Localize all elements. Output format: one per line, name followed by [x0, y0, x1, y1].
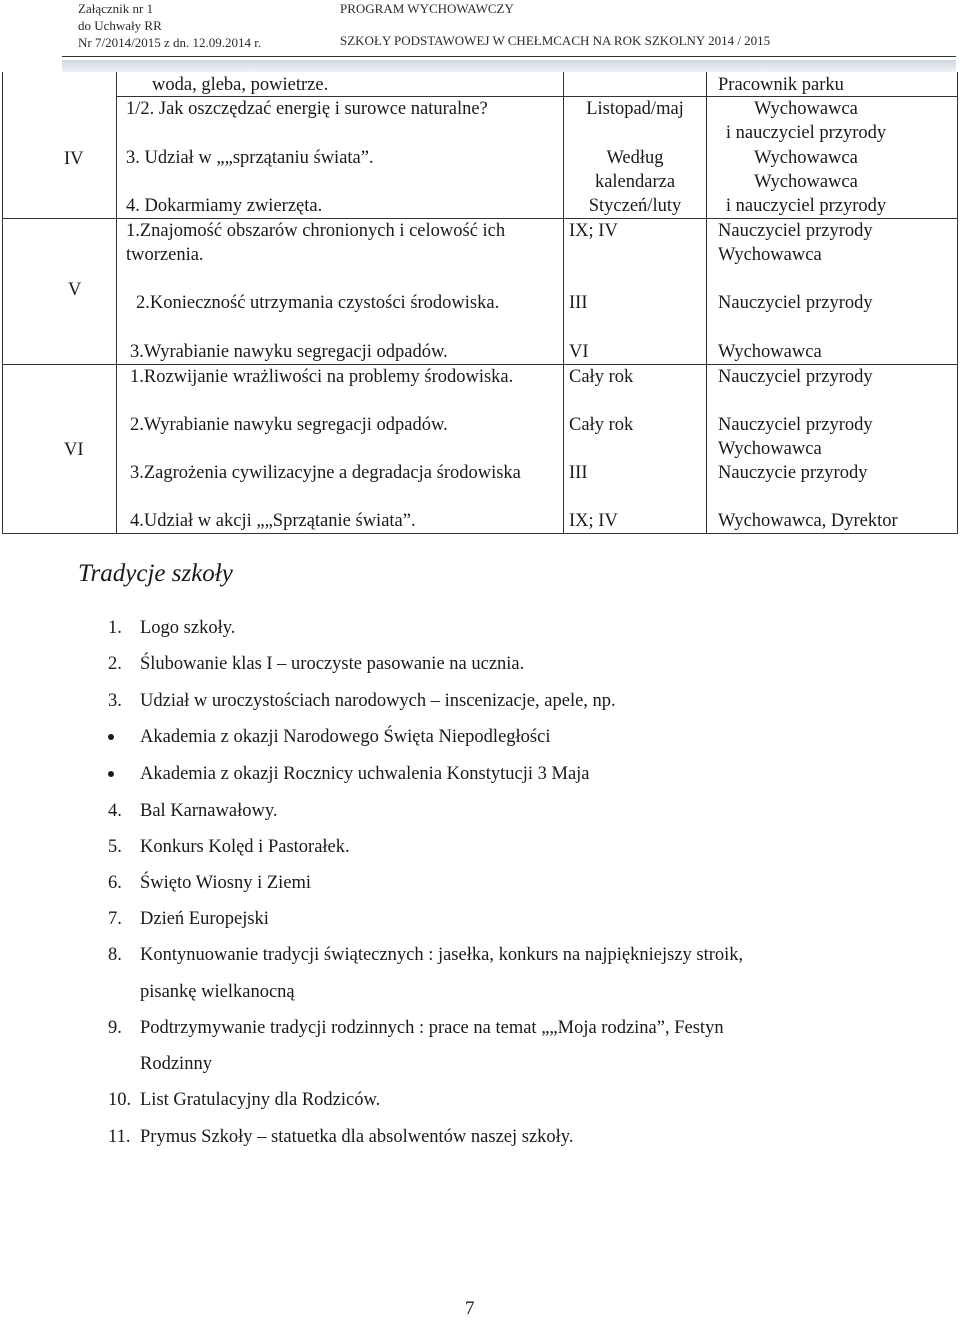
- list-marker: 11.: [108, 1127, 131, 1147]
- list-item: [108, 835, 350, 859]
- list-item: [108, 871, 312, 895]
- person-cell: Wychowawca, Dyrektor: [718, 511, 898, 531]
- person-cell: i nauczyciel przyrody: [725, 123, 887, 143]
- topic-cell: 1.Znajomość obszarów chronionych i celowość ich: [126, 221, 506, 241]
- person-cell: Wychowawca: [718, 439, 822, 459]
- header-left-line-3: Nr 7/2014/2015 z dn. 12.09.2014 r.: [78, 35, 262, 50]
- topic-cell: 3.Zagrożenia cywilizacyjne a degradacja środowiska: [130, 463, 521, 483]
- list-item-text: Akademia z okazji Narodowego Święta Niepodległości: [140, 727, 551, 747]
- list-item: [108, 943, 744, 967]
- person-cell: i nauczyciel przyrody: [725, 196, 887, 216]
- list-marker: 2.: [108, 654, 122, 674]
- list-marker: 5.: [108, 837, 122, 857]
- bullet-icon: [108, 734, 114, 740]
- list-item-text: Rodzinny: [140, 1054, 212, 1074]
- list-marker: 7.: [108, 909, 122, 929]
- list-item-text: Dzień Europejski: [140, 909, 269, 929]
- table-col-divider-grade: [116, 72, 117, 534]
- list-item: [108, 1016, 724, 1040]
- list-item-text: Udział w uroczystościach narodowych – inscenizacje, apele, np.: [140, 691, 616, 711]
- list-marker: 3.: [108, 691, 122, 711]
- person-cell: Nauczyciel przyrody: [718, 293, 873, 313]
- term-cell: IX; IV: [569, 511, 618, 531]
- person-cell: Nauczyciel przyrody: [718, 367, 873, 387]
- list-marker: 4.: [108, 801, 122, 821]
- person-cell: Nauczyciel przyrody: [718, 221, 873, 241]
- list-item: [108, 1088, 381, 1112]
- list-item: [108, 907, 269, 931]
- topic-cell: 1/2. Jak oszczędzać energię i surowce naturalne?: [126, 99, 488, 119]
- term-cell: III: [569, 463, 588, 483]
- term-cell: IX; IV: [569, 221, 618, 241]
- topic-cell: 2.Wyrabianie nawyku segregacji odpadów.: [130, 415, 448, 435]
- list-item-text: Logo szkoły.: [140, 618, 236, 638]
- table-border-right: [957, 72, 958, 534]
- term-cell: kalendarza: [594, 172, 676, 192]
- list-marker: 8.: [108, 945, 122, 965]
- table-border-left: [2, 72, 3, 534]
- person-cell: Wychowawca: [718, 342, 822, 362]
- list-item: [108, 1125, 574, 1149]
- topic-cell: 4. Dokarmiamy zwierzęta.: [126, 196, 323, 216]
- section-title: Tradycje szkoły: [78, 560, 233, 587]
- person-cell: Wychowawca: [718, 245, 822, 265]
- list-item-text: Bal Karnawałowy.: [140, 801, 278, 821]
- header-left-line-1: Załącznik nr 1: [78, 1, 154, 16]
- bullet-icon: [108, 771, 114, 777]
- topic-cell: 1.Rozwijanie wrażliwości na problemy środowiska.: [130, 367, 514, 387]
- list-item: [108, 652, 525, 676]
- topic-cell: 2.Konieczność utrzymania czystości środowiska.: [136, 293, 500, 313]
- table-border-bottom: [2, 533, 957, 534]
- term-cell: Według: [606, 148, 664, 168]
- term-cell: Cały rok: [569, 367, 634, 387]
- term-cell: Styczeń/luty: [588, 196, 682, 216]
- person-cell: Wychowawca: [754, 99, 858, 119]
- list-item-text: Podtrzymywanie tradycji rodzinnych : prace na temat „„Moja rodzina”, Festyn: [140, 1018, 724, 1038]
- person-cell: Nauczyciel przyrody: [718, 415, 873, 435]
- list-item-text: Ślubowanie klas I – uroczyste pasowanie na ucznia.: [140, 654, 525, 674]
- grade-label-vi: VI: [64, 440, 84, 460]
- list-item-text: Kontynuowanie tradycji świątecznych : jasełka, konkurs na najpiękniejszy stroik,: [140, 945, 744, 965]
- list-marker: 10.: [108, 1090, 132, 1110]
- header-program-title: PROGRAM WYCHOWAWCZY: [340, 1, 514, 16]
- grade-label-iv: IV: [64, 149, 84, 169]
- header-left-line-2: do Uchwały RR: [78, 18, 162, 33]
- term-cell: Cały rok: [569, 415, 634, 435]
- partial-topic: woda, gleba, powietrze.: [152, 75, 329, 95]
- list-item: [108, 689, 616, 713]
- list-item-text: Akademia z okazji Rocznicy uchwalenia Konstytucji 3 Maja: [140, 764, 590, 784]
- term-cell: Listopad/maj: [586, 99, 684, 119]
- person-cell: Nauczycie przyrody: [718, 463, 868, 483]
- term-cell: III: [569, 293, 588, 313]
- person-cell: Wychowawca: [754, 172, 858, 192]
- term-cell: VI: [569, 342, 589, 362]
- list-marker: 6.: [108, 873, 122, 893]
- topic-cell: 4.Udział w akcji „„Sprzątanie świata”.: [130, 511, 416, 531]
- list-marker: 9.: [108, 1018, 122, 1038]
- page-number: 7: [465, 1298, 475, 1319]
- list-item-text: Prymus Szkoły – statuetka dla absolwentów naszej szkoły.: [140, 1127, 574, 1147]
- grade-label-v: V: [68, 280, 82, 300]
- list-item-text: List Gratulacyjny dla Rodziców.: [140, 1090, 381, 1110]
- list-marker: 1.: [108, 618, 122, 638]
- list-item-text: pisankę wielkanocną: [140, 982, 295, 1002]
- person-cell: Wychowawca: [754, 148, 858, 168]
- partial-person: Pracownik parku: [718, 75, 844, 95]
- list-item: [108, 799, 278, 823]
- list-item-text: Konkurs Kolęd i Pastorałek.: [140, 837, 350, 857]
- topic-cell: 3.Wyrabianie nawyku segregacji odpadów.: [130, 342, 448, 362]
- topic-cell: tworzenia.: [126, 245, 204, 265]
- topic-cell: 3. Udział w „„sprzątaniu świata”.: [126, 148, 374, 168]
- list-item: [108, 616, 236, 640]
- header-school-year: SZKOŁY PODSTAWOWEJ W CHEŁMCACH NA ROK SZKOLNY 2014 / 2015: [340, 33, 771, 48]
- list-item-text: Święto Wiosny i Ziemi: [140, 873, 312, 893]
- activities-table: [0, 0, 960, 540]
- table-col-divider-term: [563, 72, 564, 534]
